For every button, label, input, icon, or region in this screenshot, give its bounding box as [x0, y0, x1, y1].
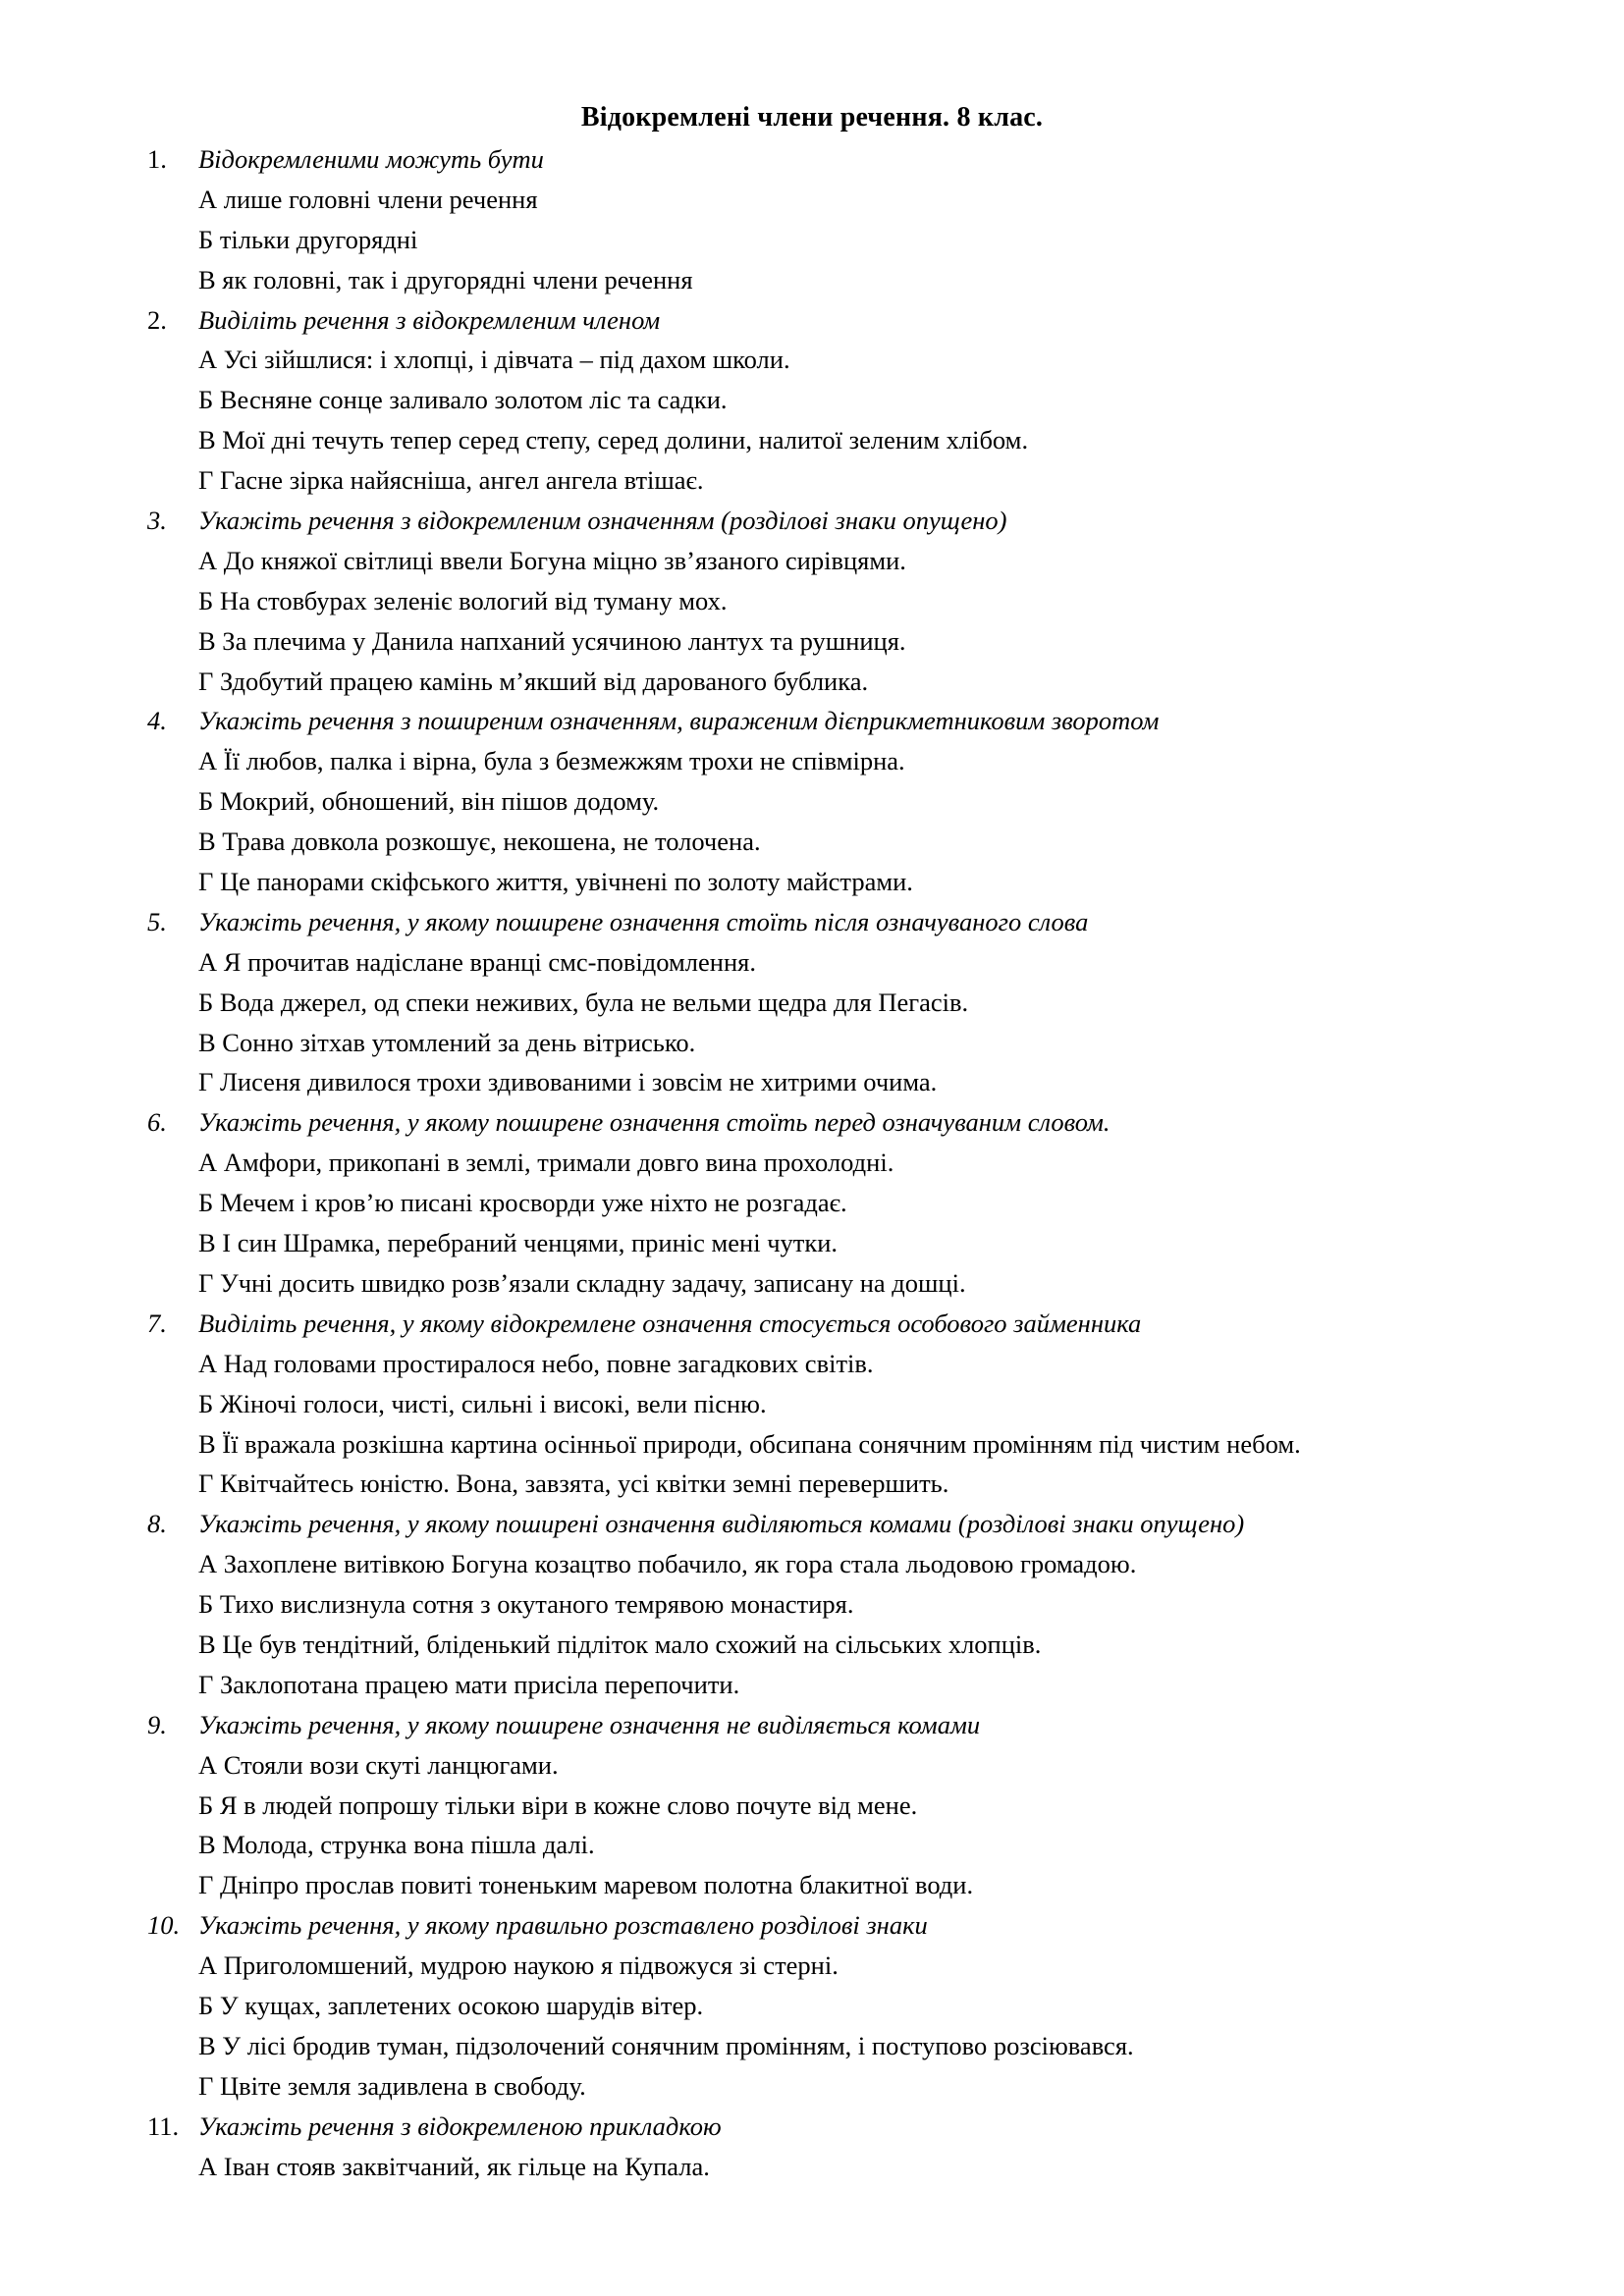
answer-option-h: Г Заклопотана працею мати присіла перепочити.: [198, 1669, 740, 1699]
answer-option-h: Г Здобутий працею камінь м’якший від дарованого бублика.: [198, 666, 869, 696]
question-item: [147, 701, 1522, 901]
question-number: 3.: [147, 506, 167, 536]
answer-option-b: Б Тихо вислизнула сотня з окутаного темрявою монастиря.: [198, 1589, 854, 1620]
question-header: [147, 1504, 1522, 1544]
answer-option-a: А До княжої світлиці ввели Богуна міцно зв’язаного сирівцями.: [198, 545, 906, 575]
answer-option-v: В Сонно зітхав утомлений за день вітрисько.: [198, 1027, 696, 1057]
answer-option-b: Б Я в людей попрошу тільки віри в кожне слово почуте від мене.: [198, 1789, 918, 1820]
question-header: [147, 1102, 1522, 1143]
answer-option-b: Б Мечем і кров’ю писані кросворди уже ніхто не розгадає.: [198, 1188, 847, 1218]
question-header: [147, 139, 1522, 180]
question-number: 5.: [147, 906, 167, 936]
question-prompt: Укажіть речення, у якому поширені означення виділяються комами (розділові знаки опущено): [198, 1509, 1245, 1539]
question-prompt: Укажіть речення з відокремленим означенням (розділові знаки опущено): [198, 506, 1007, 536]
answer-option-a: А Стояли вози скуті ланцюгами.: [198, 1749, 559, 1780]
answer-option-v: В Трава довкола розкошує, некошена, не толочена.: [198, 827, 761, 857]
question-number: 6.: [147, 1107, 167, 1138]
question-prompt: Укажіть речення з поширеним означенням, вираженим дієприкметниковим зворотом: [198, 706, 1160, 736]
answer-option-h: Г Квітчайтесь юністю. Вона, завзята, усі квітки земні перевершить.: [198, 1468, 949, 1499]
answer-option-h: Г Учні досить швидко розв’язали складну задачу, записану на дошці.: [198, 1267, 966, 1298]
question-header: [147, 1705, 1522, 1745]
question-item: [147, 2107, 1522, 2187]
question-item: [147, 1504, 1522, 1704]
answer-option-a: А Амфори, прикопані в землі, тримали довго вина прохолодні.: [198, 1148, 894, 1178]
question-item: [147, 501, 1522, 701]
question-prompt: Укажіть речення з відокремленою прикладкою: [198, 2110, 722, 2141]
question-number: 10.: [147, 1910, 181, 1941]
question-number: 1.: [147, 144, 167, 174]
question-item: [147, 300, 1522, 501]
answer-option-h: Г Гасне зірка найясніша, ангел ангела втішає.: [198, 465, 704, 496]
question-prompt: Виділіть речення, у якому відокремлене означення стосується особового займенника: [198, 1308, 1142, 1338]
question-number: 2.: [147, 304, 167, 335]
answer-option-a: А Її любов, палка і вірна, була з безмежжям трохи не співмірна.: [198, 746, 905, 776]
question-prompt: Укажіть речення, у якому поширене означення стоїть перед означуваним словом.: [198, 1107, 1110, 1138]
answer-option-b: Б У кущах, заплетених осокою шарудів вітер.: [198, 1990, 704, 2020]
answer-option-v: В За плечима у Данила напханий усячиною лантух та рушниця.: [198, 625, 906, 656]
question-header: [147, 300, 1522, 341]
question-number: 9.: [147, 1709, 167, 1739]
question-item: [147, 1304, 1522, 1504]
answer-option-v: В Молода, струнка вона пішла далі.: [198, 1830, 595, 1860]
question-item: [147, 1705, 1522, 1905]
answer-option-a: А лише головні члени речення: [198, 184, 538, 214]
answer-option-h: Г Лисеня дивилося трохи здивованими і зовсім не хитрими очима.: [198, 1067, 938, 1097]
answer-option-v: В І син Шрамка, перебраний ченцями, приніс мені чутки.: [198, 1228, 839, 1258]
answer-option-b: Б тільки другорядні: [198, 224, 418, 254]
answer-option-v: В Її вражала розкішна картина осінньої природи, обсипана сонячним промінням під чистим небом.: [198, 1428, 1301, 1459]
question-number: 7.: [147, 1308, 167, 1338]
question-header: [147, 701, 1522, 741]
question-prompt: Укажіть речення, у якому поширене означення стоїть після означуваного слова: [198, 906, 1089, 936]
answer-option-b: Б Весняне сонце заливало золотом ліс та садки.: [198, 385, 728, 415]
question-item: [147, 1905, 1522, 2106]
question-item: [147, 1102, 1522, 1303]
question-prompt: Укажіть речення, у якому поширене означення не виділяється комами: [198, 1709, 981, 1739]
question-header: [147, 1304, 1522, 1344]
answer-option-a: А Над головами простиралося небо, повне загадкових світів.: [198, 1348, 874, 1378]
answer-option-h: Г Цвіте земля задивлена в свободу.: [198, 2070, 586, 2101]
answer-option-b: Б Жіночі голоси, чисті, сильні і високі, вели пісню.: [198, 1388, 767, 1418]
question-number: 8.: [147, 1509, 167, 1539]
answer-option-a: А Захоплене витівкою Богуна козацтво побачило, як гора стала льодовою громадою.: [198, 1549, 1137, 1579]
question-header: [147, 2107, 1522, 2147]
document-title: Відокремлені члени речення. 8 клас.: [580, 102, 1044, 133]
question-prompt: Виділіть речення з відокремленим членом: [198, 304, 661, 335]
question-item: [147, 902, 1522, 1102]
question-item: [147, 139, 1522, 300]
answer-option-v: В як головні, так і другорядні члени речення: [198, 264, 693, 294]
answer-option-a: А Я прочитав надіслане вранці смс-повідомлення.: [198, 946, 756, 977]
question-number: 4.: [147, 706, 167, 736]
question-number: 11.: [147, 2110, 180, 2141]
answer-option-b: Б Мокрий, обношений, він пішов додому.: [198, 786, 660, 817]
answer-option-v: В Це був тендітний, бліденький підліток мало схожий на сільських хлопців.: [198, 1629, 1042, 1659]
answer-option-b: Б На стовбурах зеленіє вологий від туману мох.: [198, 585, 728, 615]
answer-option-h: Г Це панорами скіфського життя, увічнені по золоту майстрами.: [198, 867, 913, 897]
question-header: [147, 902, 1522, 942]
question-list: [147, 139, 1522, 2186]
answer-option-a: А Приголомшений, мудрою наукою я підвожуся зі стерні.: [198, 1950, 839, 1981]
answer-option-v: В У лісі бродив туман, підзолочений сонячним промінням, і поступово розсіювався.: [198, 2030, 1134, 2060]
answer-option-v: В Мої дні течуть тепер серед степу, серед долини, налитої зеленим хлібом.: [198, 425, 1029, 455]
question-header: [147, 501, 1522, 541]
answer-option-a: А Іван стояв заквітчаний, як гільце на Купала.: [198, 2151, 710, 2181]
answer-option-a: А Усі зійшлися: і хлопці, і дівчата – під дахом школи.: [198, 345, 790, 375]
answer-option-b: Б Вода джерел, од спеки неживих, була не вельми щедра для Пегасів.: [198, 987, 969, 1017]
question-prompt: Укажіть речення, у якому правильно розставлено розділові знаки: [198, 1910, 928, 1941]
question-header: [147, 1905, 1522, 1946]
question-prompt: Відокремленими можуть бути: [198, 144, 544, 174]
answer-option-h: Г Дніпро прослав повиті тоненьким маревом полотна блакитної води.: [198, 1870, 974, 1900]
